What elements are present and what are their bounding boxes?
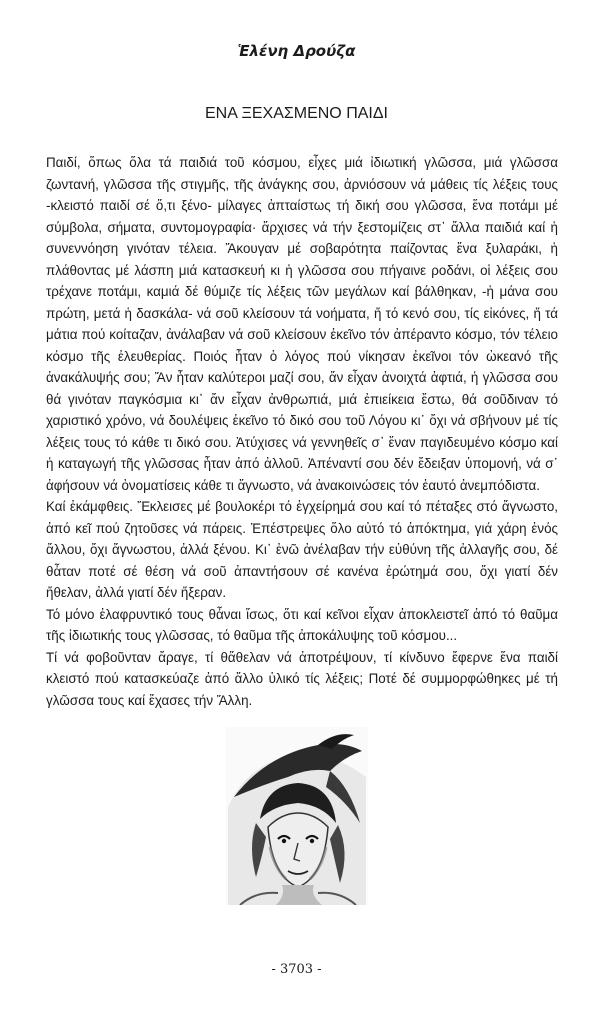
page-number: - 3703 - — [271, 962, 322, 977]
paragraph-1: Παιδί, ὅπως ὅλα τά παιδιά τοῦ κόσμου, εἶχες μιά ἰδιωτική γλῶσσα, μιά γλῶσσα ζωντανή, γλῶσσα τῆς στιγμῆς, τῆς ἀνάγκης σου, ἀρνιόσουν νά μάθεις τίς λέξεις τους -κλειστό παιδί σέ ὅ,τι ξένο- μίλαγες ἀπταίστως τή δική σου γλῶσσα, ἕνα ποτάμι μέ σύμβολα, σήματα, συντομογραφία· ἄρχισες νά τήν ξεστομίζεις στ᾿ ἄλλα παιδιά καί ἡ συνεννόηση γινόταν τέλεια. Ἄκουγαν μέ σοβαρότητα παίζοντας ἕνα ξυλαράκι, ἡ πλάθοντας μέ λάσπη μιά κατασκευή κι ἡ γλῶσσα σου πήγαινε ροδάνι, οἱ λέξεις σου τρέχανε ποτάμι, καμιά δέ θύμιζε τίς λέξεις τῶν μεγάλων καί βάλθηκαν, -ἡ μάνα σου πρώτη, μετά ἡ δασκάλα- νά σοῦ κλείσουν τά νοήματα, ἤ τό κενό σου, τίς εἰκόνες, ἤ τά μάτια πού κοίταζαν, ἀνάλαβαν νά σοῦ κλείσουν ἐκεῖνο τόν ἀπέραντο κόσμο, τόν τέλειο κόσμο τῆς ἐλευθερίας. Ποιός ἦταν ὁ λόγος πού νίκησαν ἐκεῖνοι τόν ὠκεανό τῆς ἀνακάλυψής σου; Ἄν ἦταν καλύτεροι μαζί σου, ἄν εἶχαν ἀνοιχτά ἀφτιά, ἡ γλῶσσα σου θά γινόταν παγκόσμια κι᾿ ἄν εἶχαν ἀνθρωπιά, μιά ἐπιείκεια ἔστω, θά σοῦδιναν τό χαριστικό χρόνο, νά δουλέψεις ἐκεῖνο τό δικό σου τοῦ Λόγου κι᾿ ὄχι νά σβήνουν μέ τίς λέξεις τους τό κάθε τι δικό σου. Ἀτύχισες νά γεννηθεῖς σ᾿ ἕναν παγιδευμένο κόσμο καί ἡ καταγωγή τῆς γλῶσσας ἦταν ἀπό ἀλλοῦ. Ἀπέναντί σου δέν ἔδειξαν ὑπομονή, νά σ᾿ ἀφήσουν νά ὀνοματίσεις κάθε τι ἄγνωστο, νά ἀνακοινώσεις τόν ἑαυτό ἀνεμπόδιστα. — [46, 155, 558, 493]
article-title: ΕΝΑ ΞΕΧΑΣΜΕΝΟ ΠΑΙΔΙ — [204, 105, 388, 122]
ink-portrait-illustration — [226, 727, 368, 905]
author-name: Ἑλένη Δρούζα — [237, 42, 356, 60]
paragraph-4: Τί νά φοβοῦνταν ἄραγε, τί θἄθελαν νά ἀποτρέψουν, τί κίνδυνο ἔφερνε ἕνα παιδί κλειστό πού κατασκεύαζε ἀπό ἄλλο ὑλικό τίς λέξεις; Ποτέ δέ συμμορφώθηκες μέ τή γλῶσσα τους καί ἔχασες τήν Ἄλλη. — [46, 649, 558, 708]
paragraph-2: Καί ἐκάμφθεις. Ἔκλεισες μέ βουλοκέρι τό ἐγχείρημά σου καί τό πέταξες στό ἄγνωστο, ἀπό κεῖ πού ζητοῦσες νά πάρεις. Ἐπέστρεψες ὅλο αὐτό τό ἀπόκτημα, γιά χάρη ἑνός ἄλλου, ὄχι ἄγνωστου, ἀλλά ξένου. Κι᾿ ἐνῶ ἀνέλαβαν τήν εὐθύνη τῆς ἀλλαγῆς σου, δέ θἆταν ποτέ σέ θέση νά σοῦ ἀπαντήσουν σέ κανένα ἐρώτημά σου, ὄχι γιατί δέν ἤθελαν, ἀλλά γιατί δέν ἤξεραν. — [46, 499, 558, 600]
article-body — [46, 152, 558, 711]
paragraph-3: Τό μόνο ἐλαφρυντικό τους θἆναι ἴσως, ὅτι καί κεῖνοι εἶχαν ἀποκλειστεῖ ἀπό τό θαῦμα τῆς ἰδιωτικής τους γλῶσσας, τό θαῦμα τῆς ἀποκάλυψης τοῦ κόσμου... — [46, 606, 558, 643]
